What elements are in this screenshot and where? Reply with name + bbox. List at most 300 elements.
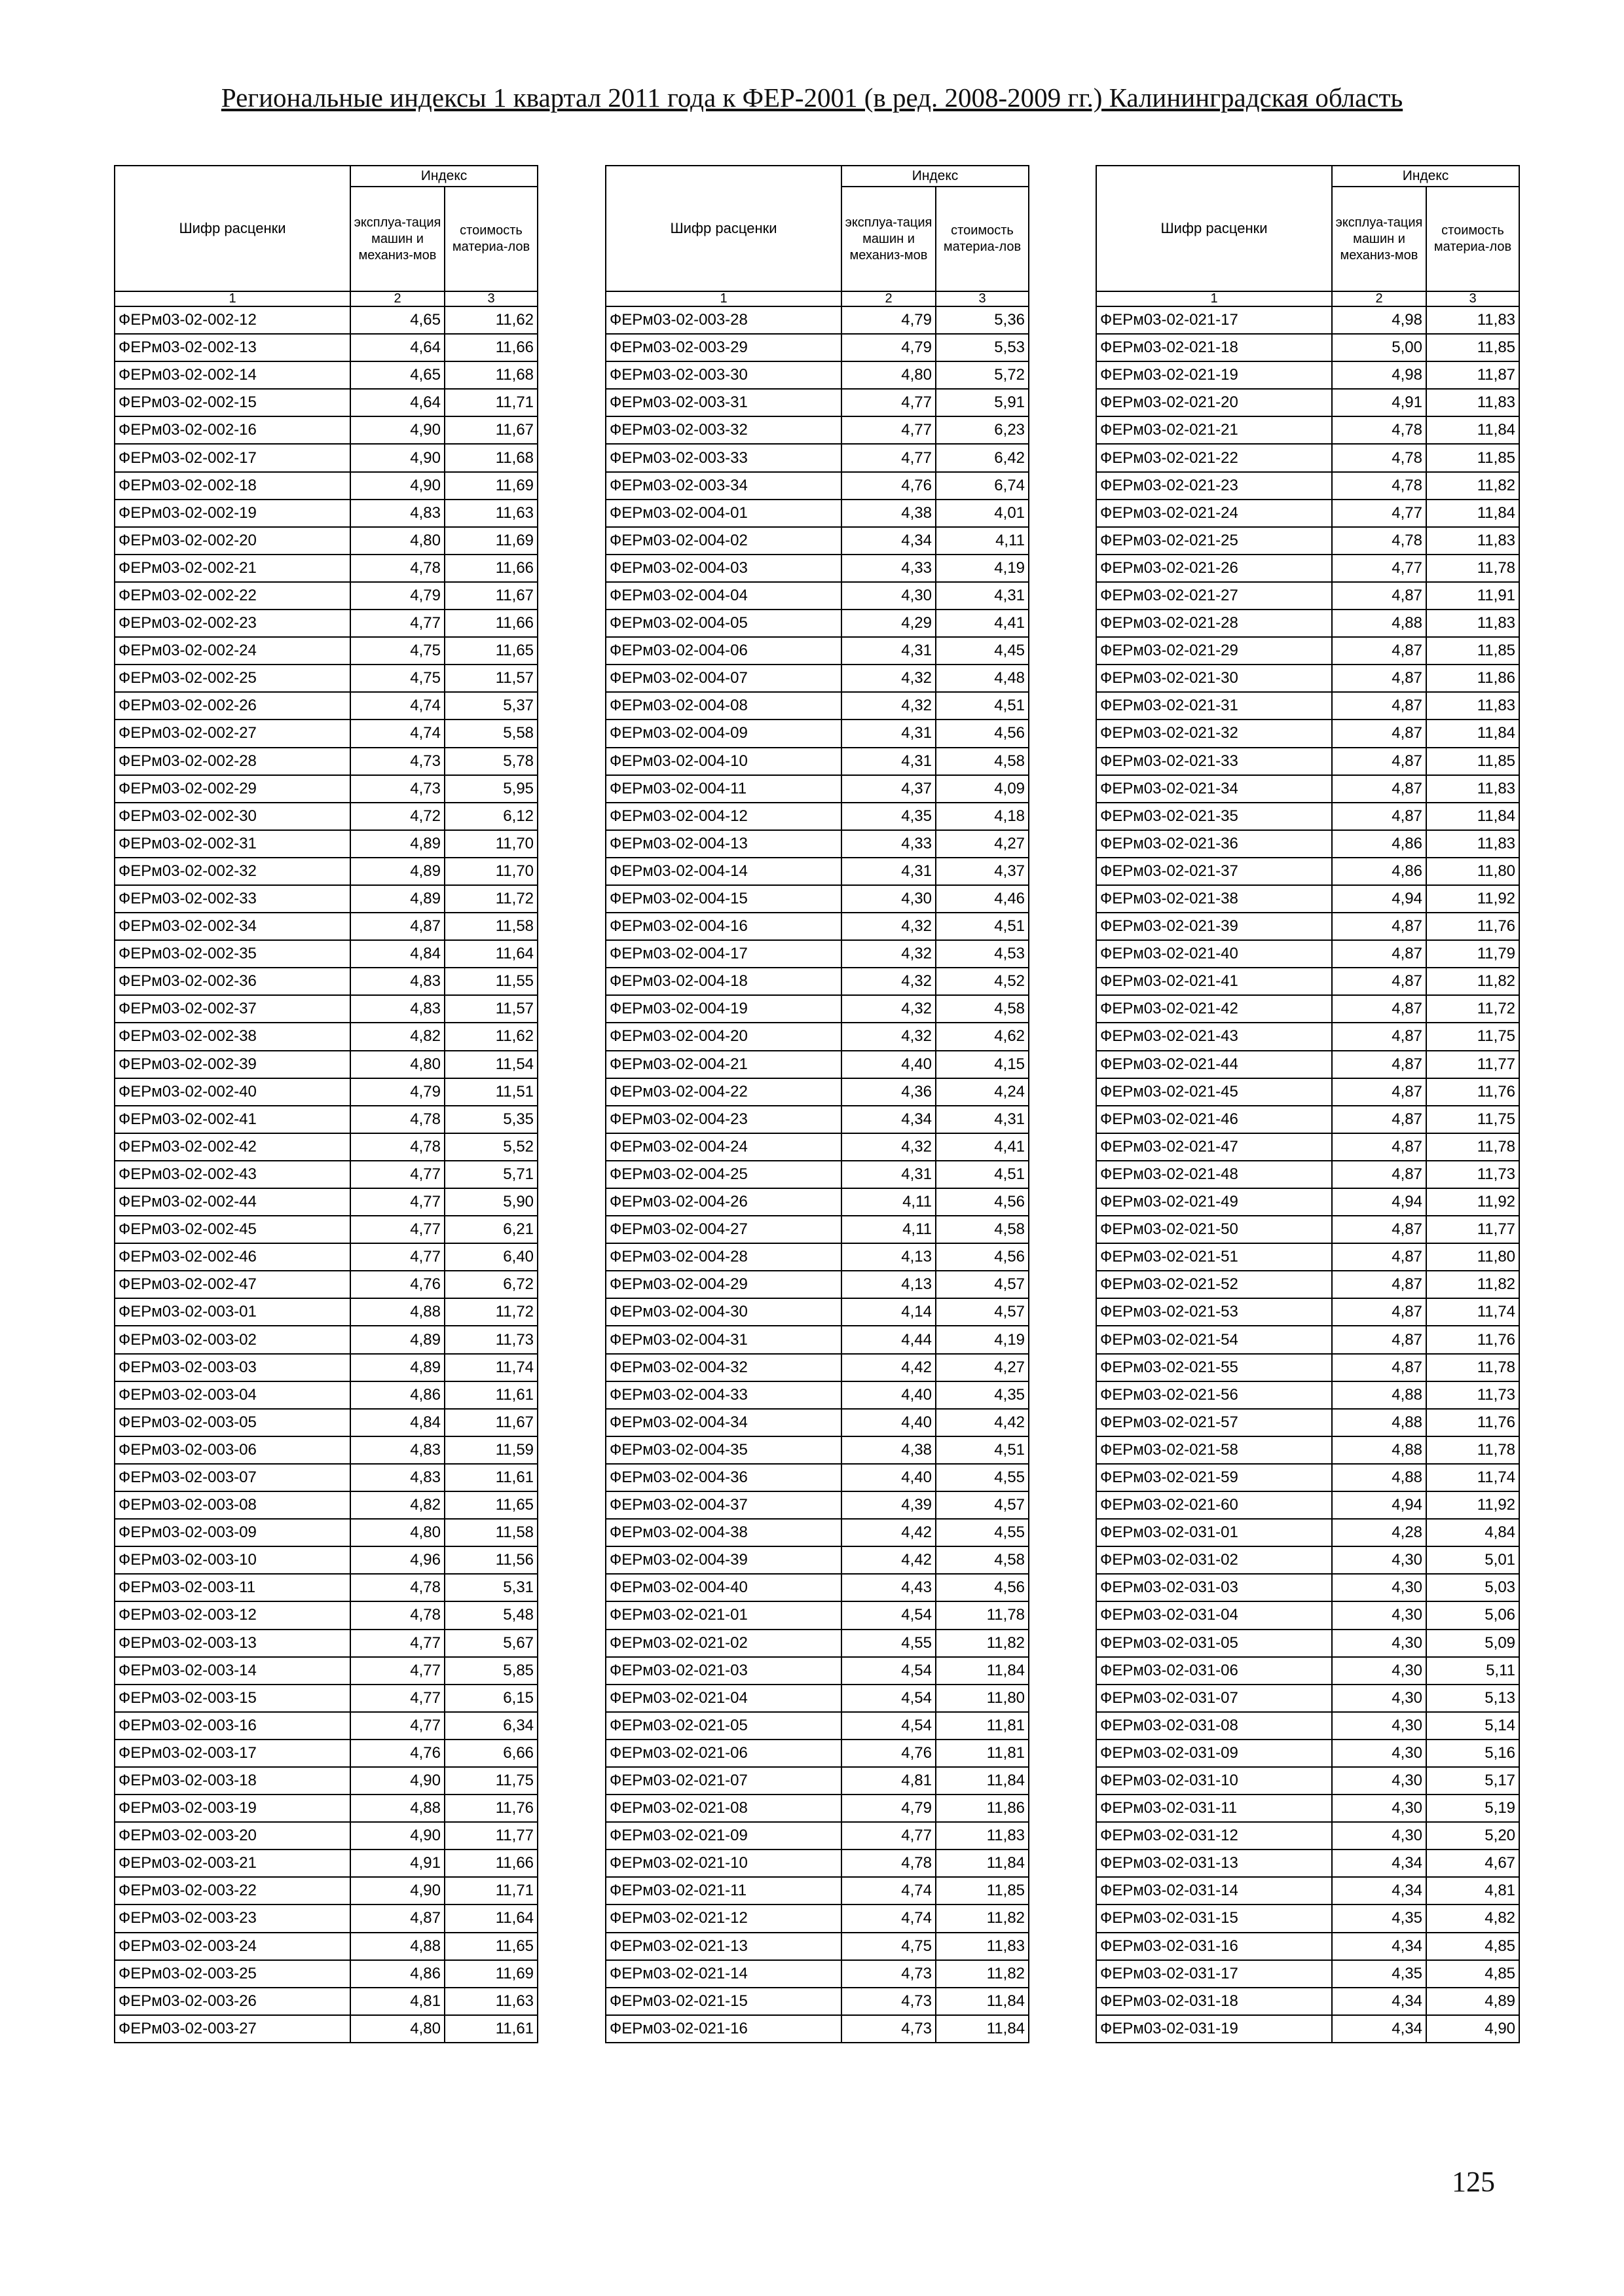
- cell-machines-index: 4,77: [841, 416, 936, 444]
- cell-materials-index: 11,55: [445, 968, 538, 995]
- cell-code: ФЕРм03-02-021-59: [1096, 1464, 1332, 1491]
- table-row: [606, 1740, 1029, 1767]
- cell-machines-index: 4,94: [1332, 885, 1426, 913]
- cell-code: ФЕРм03-02-031-03: [1096, 1574, 1332, 1601]
- cell-materials-index: 5,37: [445, 692, 538, 720]
- table-row: [606, 1491, 1029, 1519]
- cell-materials-index: 11,66: [445, 610, 538, 637]
- cell-code: ФЕРм03-02-002-15: [115, 389, 350, 416]
- cell-materials-index: 5,35: [445, 1106, 538, 1133]
- cell-code: ФЕРм03-02-004-02: [606, 527, 841, 555]
- cell-code: ФЕРм03-02-021-18: [1096, 334, 1332, 361]
- cell-materials-index: 4,41: [936, 610, 1029, 637]
- cell-machines-index: 4,90: [350, 1877, 445, 1904]
- table-row: [1096, 1243, 1519, 1271]
- table-body: [1096, 306, 1519, 2043]
- table-row: [115, 1051, 538, 1078]
- table-row: [115, 1188, 538, 1216]
- cell-machines-index: 4,87: [1332, 968, 1426, 995]
- cell-code: ФЕРм03-02-004-26: [606, 1188, 841, 1216]
- cell-machines-index: 4,87: [1332, 1051, 1426, 1078]
- cell-machines-index: 4,54: [841, 1712, 936, 1740]
- cell-code: ФЕРм03-02-002-31: [115, 830, 350, 858]
- cell-code: ФЕРм03-02-031-14: [1096, 1877, 1332, 1904]
- cell-materials-index: 11,84: [1426, 720, 1519, 747]
- cell-materials-index: 6,23: [936, 416, 1029, 444]
- cell-code: ФЕРм03-02-031-01: [1096, 1519, 1332, 1546]
- table-row: [115, 1546, 538, 1574]
- cell-materials-index: 11,85: [1426, 444, 1519, 471]
- cell-machines-index: 4,72: [350, 803, 445, 830]
- cell-machines-index: 4,73: [841, 2015, 936, 2043]
- cell-code: ФЕРм03-02-021-16: [606, 2015, 841, 2043]
- cell-materials-index: 11,65: [445, 1491, 538, 1519]
- cell-machines-index: 4,11: [841, 1216, 936, 1243]
- header-col-1: 1: [606, 291, 841, 306]
- cell-machines-index: 4,80: [350, 1519, 445, 1546]
- cell-machines-index: 4,83: [350, 1464, 445, 1491]
- cell-materials-index: 11,72: [445, 1298, 538, 1326]
- cell-machines-index: 4,89: [350, 830, 445, 858]
- cell-materials-index: 11,76: [1426, 913, 1519, 940]
- table-row: [115, 1960, 538, 1988]
- cell-machines-index: 4,87: [1332, 1271, 1426, 1298]
- table-row: [115, 858, 538, 885]
- table-row: [1096, 1822, 1519, 1850]
- cell-code: ФЕРм03-02-003-08: [115, 1491, 350, 1519]
- cell-code: ФЕРм03-02-003-23: [115, 1904, 350, 1932]
- cell-machines-index: 4,87: [1332, 1078, 1426, 1106]
- cell-machines-index: 4,87: [1332, 1243, 1426, 1271]
- cell-code: ФЕРм03-02-002-45: [115, 1216, 350, 1243]
- cell-materials-index: 11,83: [1426, 306, 1519, 334]
- cell-machines-index: 4,32: [841, 940, 936, 968]
- header-code: Шифр расценки: [1096, 166, 1332, 291]
- cell-materials-index: 4,81: [1426, 1877, 1519, 1904]
- cell-machines-index: 4,88: [1332, 1409, 1426, 1436]
- cell-machines-index: 4,81: [350, 1988, 445, 2015]
- cell-machines-index: 4,31: [841, 748, 936, 775]
- cell-materials-index: 11,82: [1426, 472, 1519, 500]
- cell-machines-index: 4,38: [841, 500, 936, 527]
- table-row: [1096, 1630, 1519, 1657]
- cell-code: ФЕРм03-02-002-43: [115, 1161, 350, 1188]
- cell-machines-index: 4,30: [1332, 1767, 1426, 1795]
- cell-machines-index: 4,90: [350, 1767, 445, 1795]
- cell-materials-index: 4,84: [1426, 1519, 1519, 1546]
- cell-code: ФЕРм03-02-021-31: [1096, 692, 1332, 720]
- table-row: [1096, 1988, 1519, 2015]
- table-row: [115, 1850, 538, 1877]
- table-row: [1096, 1933, 1519, 1960]
- cell-machines-index: 4,31: [841, 637, 936, 665]
- index-table-3: [1096, 165, 1520, 2043]
- cell-code: ФЕРм03-02-003-09: [115, 1519, 350, 1546]
- cell-machines-index: 4,40: [841, 1409, 936, 1436]
- table-row: [115, 830, 538, 858]
- table-row: [1096, 995, 1519, 1023]
- cell-machines-index: 4,86: [350, 1381, 445, 1409]
- cell-materials-index: 4,55: [936, 1464, 1029, 1491]
- table-row: [1096, 858, 1519, 885]
- page-title: Региональные индексы 1 квартал 2011 года к ФЕР-2001 (в ред. 2008-2009 гг.) Калининградская область: [221, 82, 1403, 113]
- cell-machines-index: 4,87: [1332, 1326, 1426, 1353]
- cell-materials-index: 11,84: [1426, 416, 1519, 444]
- cell-code: ФЕРм03-02-004-34: [606, 1409, 841, 1436]
- table-row: [115, 1933, 538, 1960]
- cell-materials-index: 11,85: [936, 1877, 1029, 1904]
- cell-materials-index: 11,92: [1426, 885, 1519, 913]
- cell-machines-index: 4,76: [350, 1740, 445, 1767]
- table-row: [115, 968, 538, 995]
- cell-machines-index: 4,55: [841, 1630, 936, 1657]
- cell-code: ФЕРм03-02-002-22: [115, 582, 350, 610]
- cell-materials-index: 4,51: [936, 692, 1029, 720]
- cell-machines-index: 4,42: [841, 1354, 936, 1381]
- cell-machines-index: 4,14: [841, 1298, 936, 1326]
- cell-code: ФЕРм03-02-031-09: [1096, 1740, 1332, 1767]
- cell-materials-index: 11,63: [445, 1988, 538, 2015]
- cell-materials-index: 6,42: [936, 444, 1029, 471]
- header-index: Индекс: [350, 166, 538, 187]
- cell-materials-index: 5,53: [936, 334, 1029, 361]
- cell-code: ФЕРм03-02-002-47: [115, 1271, 350, 1298]
- table-row: [606, 1326, 1029, 1353]
- cell-code: ФЕРм03-02-004-24: [606, 1133, 841, 1161]
- cell-code: ФЕРм03-02-002-29: [115, 775, 350, 803]
- cell-materials-index: 4,56: [936, 720, 1029, 747]
- cell-machines-index: 4,32: [841, 968, 936, 995]
- cell-code: ФЕРм03-02-003-02: [115, 1326, 350, 1353]
- cell-materials-index: 11,86: [1426, 665, 1519, 692]
- cell-code: ФЕРм03-02-002-16: [115, 416, 350, 444]
- cell-machines-index: 4,30: [1332, 1822, 1426, 1850]
- cell-materials-index: 5,72: [936, 361, 1029, 389]
- cell-code: ФЕРм03-02-003-07: [115, 1464, 350, 1491]
- header-col-1: 1: [115, 291, 350, 306]
- cell-materials-index: 11,71: [445, 1877, 538, 1904]
- cell-materials-index: 11,73: [445, 1326, 538, 1353]
- cell-materials-index: 4,89: [1426, 1988, 1519, 2015]
- table-row: [115, 1023, 538, 1050]
- table-row: [606, 1464, 1029, 1491]
- cell-machines-index: 4,88: [1332, 1436, 1426, 1464]
- table-row: [606, 1409, 1029, 1436]
- table-row: [115, 1271, 538, 1298]
- cell-materials-index: 11,78: [1426, 1354, 1519, 1381]
- cell-machines-index: 4,77: [841, 444, 936, 471]
- cell-code: ФЕРм03-02-004-04: [606, 582, 841, 610]
- cell-code: ФЕРм03-02-002-27: [115, 720, 350, 747]
- cell-materials-index: 4,18: [936, 803, 1029, 830]
- table-row: [1096, 1023, 1519, 1050]
- table-row: [1096, 1464, 1519, 1491]
- table-row: [1096, 748, 1519, 775]
- cell-materials-index: 11,82: [1426, 1271, 1519, 1298]
- table-row: [1096, 444, 1519, 471]
- cell-code: ФЕРм03-02-031-17: [1096, 1960, 1332, 1988]
- table-row: [606, 1161, 1029, 1188]
- cell-materials-index: 4,57: [936, 1491, 1029, 1519]
- cell-materials-index: 11,83: [1426, 692, 1519, 720]
- cell-machines-index: 4,78: [350, 1106, 445, 1133]
- cell-materials-index: 4,09: [936, 775, 1029, 803]
- cell-materials-index: 11,67: [445, 416, 538, 444]
- cell-code: ФЕРм03-02-003-34: [606, 472, 841, 500]
- cell-machines-index: 4,44: [841, 1326, 936, 1353]
- cell-code: ФЕРм03-02-021-39: [1096, 913, 1332, 940]
- cell-code: ФЕРм03-02-003-18: [115, 1767, 350, 1795]
- table-row: [606, 582, 1029, 610]
- table-row: [606, 1657, 1029, 1685]
- table-row: [115, 527, 538, 555]
- table-row: [1096, 1106, 1519, 1133]
- table-row: [1096, 1491, 1519, 1519]
- table-row: [1096, 1960, 1519, 1988]
- table-row: [1096, 885, 1519, 913]
- table-row: [606, 500, 1029, 527]
- cell-machines-index: 4,13: [841, 1243, 936, 1271]
- cell-machines-index: 4,30: [1332, 1574, 1426, 1601]
- cell-materials-index: 11,56: [445, 1546, 538, 1574]
- cell-code: ФЕРм03-02-021-27: [1096, 582, 1332, 610]
- cell-code: ФЕРм03-02-031-06: [1096, 1657, 1332, 1685]
- table-row: [606, 1243, 1029, 1271]
- table-row: [115, 361, 538, 389]
- table-row: [115, 1491, 538, 1519]
- cell-machines-index: 4,79: [350, 1078, 445, 1106]
- cell-machines-index: 4,87: [1332, 637, 1426, 665]
- cell-machines-index: 4,32: [841, 665, 936, 692]
- cell-materials-index: 5,36: [936, 306, 1029, 334]
- cell-code: ФЕРм03-02-021-24: [1096, 500, 1332, 527]
- table-row: [1096, 692, 1519, 720]
- table-row: [606, 361, 1029, 389]
- cell-code: ФЕРм03-02-021-09: [606, 1822, 841, 1850]
- table-row: [606, 940, 1029, 968]
- cell-code: ФЕРм03-02-021-56: [1096, 1381, 1332, 1409]
- cell-machines-index: 4,87: [1332, 748, 1426, 775]
- table-row: [115, 1657, 538, 1685]
- table-row: [1096, 1657, 1519, 1685]
- cell-materials-index: 6,15: [445, 1685, 538, 1712]
- cell-code: ФЕРм03-02-021-60: [1096, 1491, 1332, 1519]
- cell-materials-index: 4,35: [936, 1381, 1029, 1409]
- table-row: [1096, 555, 1519, 582]
- table-row: [1096, 472, 1519, 500]
- cell-machines-index: 4,87: [1332, 940, 1426, 968]
- cell-machines-index: 4,78: [350, 1601, 445, 1629]
- cell-code: ФЕРм03-02-021-38: [1096, 885, 1332, 913]
- cell-code: ФЕРм03-02-002-35: [115, 940, 350, 968]
- cell-machines-index: 4,94: [1332, 1491, 1426, 1519]
- table-row: [115, 1795, 538, 1822]
- table-row: [115, 1381, 538, 1409]
- table-body: [115, 306, 538, 2043]
- table-row: [606, 748, 1029, 775]
- cell-materials-index: 11,57: [445, 995, 538, 1023]
- table-row: [1096, 1078, 1519, 1106]
- cell-code: ФЕРм03-02-021-28: [1096, 610, 1332, 637]
- cell-materials-index: 5,91: [936, 389, 1029, 416]
- cell-code: ФЕРм03-02-002-20: [115, 527, 350, 555]
- cell-materials-index: 4,24: [936, 1078, 1029, 1106]
- cell-code: ФЕРм03-02-021-37: [1096, 858, 1332, 885]
- cell-materials-index: 11,68: [445, 361, 538, 389]
- cell-machines-index: 4,87: [1332, 803, 1426, 830]
- cell-machines-index: 4,86: [350, 1960, 445, 1988]
- cell-code: ФЕРм03-02-004-01: [606, 500, 841, 527]
- cell-code: ФЕРм03-02-004-07: [606, 665, 841, 692]
- cell-machines-index: 4,33: [841, 830, 936, 858]
- cell-machines-index: 4,87: [1332, 692, 1426, 720]
- cell-materials-index: 11,84: [1426, 803, 1519, 830]
- cell-machines-index: 4,30: [841, 582, 936, 610]
- cell-materials-index: 11,73: [1426, 1381, 1519, 1409]
- cell-code: ФЕРм03-02-004-03: [606, 555, 841, 582]
- cell-materials-index: 11,91: [1426, 582, 1519, 610]
- cell-machines-index: 4,42: [841, 1519, 936, 1546]
- table-row: [606, 637, 1029, 665]
- cell-code: ФЕРм03-02-003-20: [115, 1822, 350, 1850]
- table-row: [115, 885, 538, 913]
- cell-code: ФЕРм03-02-021-34: [1096, 775, 1332, 803]
- cell-code: ФЕРм03-02-003-33: [606, 444, 841, 471]
- cell-code: ФЕРм03-02-021-11: [606, 1877, 841, 1904]
- cell-machines-index: 4,86: [1332, 830, 1426, 858]
- cell-materials-index: 11,69: [445, 1960, 538, 1988]
- cell-code: ФЕРм03-02-021-44: [1096, 1051, 1332, 1078]
- cell-materials-index: 11,84: [936, 1767, 1029, 1795]
- cell-machines-index: 4,89: [350, 858, 445, 885]
- cell-materials-index: 11,92: [1426, 1491, 1519, 1519]
- cell-code: ФЕРм03-02-003-01: [115, 1298, 350, 1326]
- table-row: [115, 389, 538, 416]
- cell-materials-index: 4,01: [936, 500, 1029, 527]
- table-row: [1096, 1519, 1519, 1546]
- cell-machines-index: 4,30: [1332, 1630, 1426, 1657]
- cell-code: ФЕРм03-02-021-05: [606, 1712, 841, 1740]
- header-index: Индекс: [1332, 166, 1519, 187]
- cell-machines-index: 4,98: [1332, 306, 1426, 334]
- cell-machines-index: 4,78: [350, 1574, 445, 1601]
- cell-machines-index: 4,77: [350, 1188, 445, 1216]
- table-body: [606, 306, 1029, 2043]
- table-row: [606, 968, 1029, 995]
- cell-materials-index: 6,21: [445, 1216, 538, 1243]
- cell-materials-index: 11,92: [1426, 1188, 1519, 1216]
- cell-code: ФЕРм03-02-002-17: [115, 444, 350, 471]
- cell-code: ФЕРм03-02-004-06: [606, 637, 841, 665]
- cell-code: ФЕРм03-02-021-19: [1096, 361, 1332, 389]
- cell-materials-index: 11,83: [936, 1933, 1029, 1960]
- cell-machines-index: 4,77: [841, 1822, 936, 1850]
- table-row: [1096, 500, 1519, 527]
- cell-materials-index: 11,51: [445, 1078, 538, 1106]
- cell-code: ФЕРм03-02-031-13: [1096, 1850, 1332, 1877]
- cell-materials-index: 6,34: [445, 1712, 538, 1740]
- cell-machines-index: 4,90: [350, 416, 445, 444]
- table-row: [115, 1630, 538, 1657]
- table-row: [115, 1767, 538, 1795]
- table-row: [606, 1216, 1029, 1243]
- cell-machines-index: 4,78: [1332, 527, 1426, 555]
- cell-machines-index: 4,91: [1332, 389, 1426, 416]
- cell-materials-index: 11,83: [936, 1822, 1029, 1850]
- table-row: [115, 1877, 538, 1904]
- cell-materials-index: 11,76: [1426, 1326, 1519, 1353]
- cell-machines-index: 4,30: [1332, 1685, 1426, 1712]
- cell-materials-index: 4,58: [936, 1546, 1029, 1574]
- cell-materials-index: 11,85: [1426, 748, 1519, 775]
- cell-machines-index: 4,77: [350, 1685, 445, 1712]
- table-row: [606, 1933, 1029, 1960]
- cell-code: ФЕРм03-02-003-04: [115, 1381, 350, 1409]
- cell-materials-index: 11,78: [1426, 1133, 1519, 1161]
- cell-machines-index: 4,83: [350, 995, 445, 1023]
- cell-machines-index: 4,96: [350, 1546, 445, 1574]
- cell-materials-index: 11,75: [445, 1767, 538, 1795]
- cell-materials-index: 5,90: [445, 1188, 538, 1216]
- table-row: [115, 1078, 538, 1106]
- cell-materials-index: 4,52: [936, 968, 1029, 995]
- cell-materials-index: 5,71: [445, 1161, 538, 1188]
- cell-materials-index: 11,80: [936, 1685, 1029, 1712]
- cell-materials-index: 5,19: [1426, 1795, 1519, 1822]
- table-row: [1096, 1685, 1519, 1712]
- cell-materials-index: 5,01: [1426, 1546, 1519, 1574]
- cell-machines-index: 4,34: [1332, 1877, 1426, 1904]
- table-row: [115, 940, 538, 968]
- cell-code: ФЕРм03-02-021-08: [606, 1795, 841, 1822]
- cell-machines-index: 4,34: [1332, 2015, 1426, 2043]
- cell-code: ФЕРм03-02-021-22: [1096, 444, 1332, 471]
- cell-machines-index: 4,78: [1332, 472, 1426, 500]
- cell-code: ФЕРм03-02-003-25: [115, 1960, 350, 1988]
- cell-machines-index: 4,76: [350, 1271, 445, 1298]
- table-row: [606, 692, 1029, 720]
- cell-materials-index: 4,27: [936, 1354, 1029, 1381]
- cell-code: ФЕРм03-02-021-30: [1096, 665, 1332, 692]
- cell-code: ФЕРм03-02-021-46: [1096, 1106, 1332, 1133]
- cell-materials-index: 11,82: [1426, 968, 1519, 995]
- cell-materials-index: 5,48: [445, 1601, 538, 1629]
- cell-code: ФЕРм03-02-021-49: [1096, 1188, 1332, 1216]
- table-row: [115, 748, 538, 775]
- table-row: [115, 472, 538, 500]
- table-row: [1096, 361, 1519, 389]
- table-row: [606, 334, 1029, 361]
- cell-machines-index: 4,64: [350, 389, 445, 416]
- table-row: [115, 1988, 538, 2015]
- cell-materials-index: 11,85: [1426, 334, 1519, 361]
- header-materials: стоимость материа-лов: [936, 187, 1029, 291]
- table-row: [115, 1740, 538, 1767]
- cell-materials-index: 11,84: [936, 2015, 1029, 2043]
- cell-machines-index: 4,77: [350, 1161, 445, 1188]
- cell-code: ФЕРм03-02-004-19: [606, 995, 841, 1023]
- table-row: [606, 1904, 1029, 1932]
- cell-code: ФЕРм03-02-021-04: [606, 1685, 841, 1712]
- cell-code: ФЕРм03-02-021-57: [1096, 1409, 1332, 1436]
- header-col-3: 3: [936, 291, 1029, 306]
- cell-machines-index: 4,31: [841, 720, 936, 747]
- cell-code: ФЕРм03-02-021-14: [606, 1960, 841, 1988]
- cell-materials-index: 4,15: [936, 1051, 1029, 1078]
- cell-materials-index: 11,76: [1426, 1078, 1519, 1106]
- index-table-1: [114, 165, 538, 2043]
- cell-code: ФЕРм03-02-004-27: [606, 1216, 841, 1243]
